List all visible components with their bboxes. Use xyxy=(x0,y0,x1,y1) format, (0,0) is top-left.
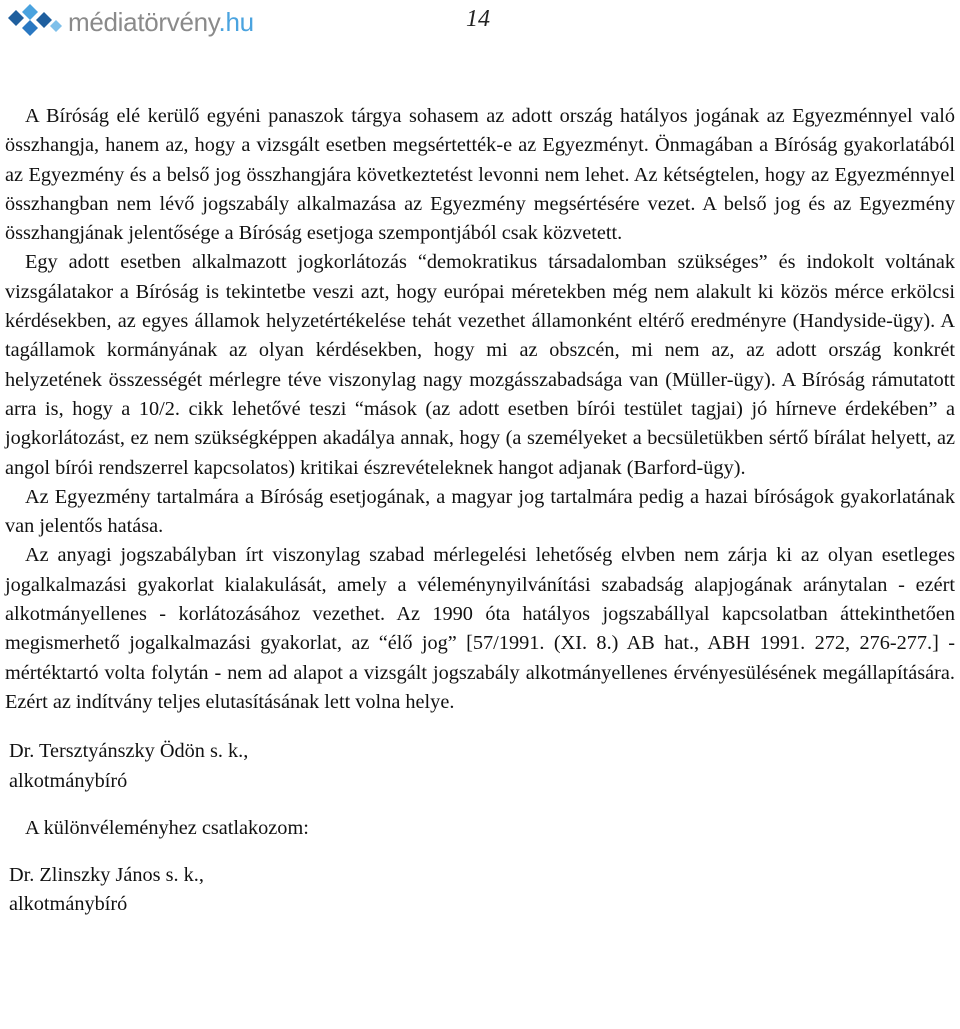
logo-text-tld: .hu xyxy=(218,6,254,37)
joined-statement: A különvéleményhez csatlakozom: xyxy=(25,816,309,839)
mediatorveny-logo[interactable] xyxy=(4,2,254,42)
paragraph-4: Az anyagi jogszabályban írt viszonylag szabad mérlegelési lehetőség elvben nem zárja ki az olyan esetleges jogalkalmazási gyakorlat kialakulását, amely a véleménynyilvánítási szabadság alapjogának aránytalan - ezért alkotmányellenes - korlátozásához vezethet. Az 1990 óta hatályos jogszabállyal kapcsolatban áttekinthetően megismerhető jogalkalmazási gyakorlat, az “élő jog” [57/1991. (XI. 8.) AB hat., ABH 1991. 272, 276-277.] - mértéktartó volta folytán - nem ad alapot a vizsgált jogszabály alkotmányellenes érvényesülésének megállapítására. Ezért az indítvány teljes elutasításának lett volna helye. xyxy=(5,544,955,713)
page-header xyxy=(0,0,960,60)
diamond-cluster-logo-icon xyxy=(4,2,66,42)
logo-text-main: médiatörvény xyxy=(68,6,219,37)
paragraph-3: Az Egyezmény tartalmára a Bíróság esetjogának, a magyar jog tartalmára pedig a hazai bíróságok gyakorlatának van jelentős hatása. xyxy=(5,485,955,538)
document-body xyxy=(5,102,955,920)
paragraph-2: Egy adott esetben alkalmazott jogkorlátozás “demokratikus társadalomban szükséges” és indokolt voltának vizsgálatakor a Bíróság is tekintetbe veszi azt, hogy európai méretekben még nem alakult ki közös mérce erkölcsi kérdésekben, az egyes államok helyzetértékelése tehát vezethet államonként eltérő eredményre (Handyside-ügy). A tagállamok kormányának az olyan kérdésekben, hogy mi az obszcén, mi nem az, az adott ország konkrét helyzetének összességét mérlegre téve viszonylag nagy mozgásszabadsága van (Müller-ügy). A Bíróság rámutatott arra is, hogy a 10/2. cikk lehetővé teszi “mások (az adott esetben bírói testület tagjai) jó hírneve érdekében” a jogkorlátozást, ez nem szükségképpen akadálya annak, hogy (a személyeket a becsületükben sértő bírálat helyett, az angol bírói rendszerrel kapcsolatos) kritikai észrevételeknek hangot adjanak (Barford-ügy). xyxy=(5,251,955,479)
signature-block-1 xyxy=(5,737,955,796)
signature-block-2 xyxy=(5,861,955,920)
signatory-title: alkotmánybíró xyxy=(9,893,128,916)
paragraph-1: A Bíróság elé kerülő egyéni panaszok tárgya sohasem az adott ország hatályos jogának az Egyezménnyel való összhangja, hanem az, hogy a vizsgált esetben megsértették-e az Egyezményt. Önmagában a Bíróság gyakorlatából az Egyezmény és a belső jog összhangjára következtetést levonni nem lehet. Az kétségtelen, hogy az Egyezménnyel összhangban nem lévő jogszabály alkalmazása az Egyezmény megsértésére vezet. A belső jog és az Egyezmény összhangjának jelentősége a Bíróság esetjoga szempontjából csak közvetett. xyxy=(5,105,955,245)
logo-text xyxy=(68,7,254,38)
signatory-name: Dr. Tersztyánszky Ödön s. k., xyxy=(9,740,249,763)
signatory-title: alkotmánybíró xyxy=(9,769,128,792)
signatory-name: Dr. Zlinszky János s. k., xyxy=(9,864,204,887)
page-number: 14 xyxy=(466,6,490,32)
